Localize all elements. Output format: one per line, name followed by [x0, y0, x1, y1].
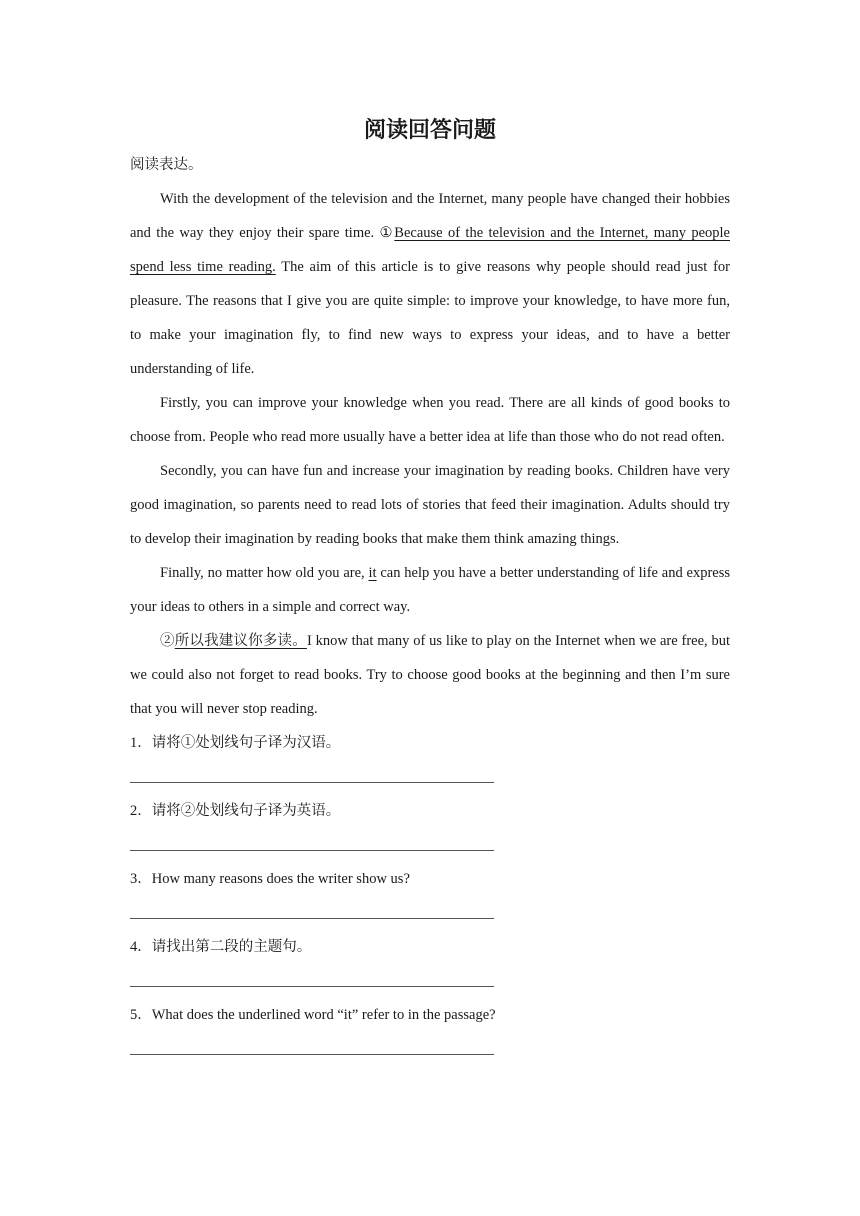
sentence-marker-2: ② [160, 633, 175, 649]
question-1 [130, 726, 730, 760]
paragraph-1-text-b: The aim of this article is to give reasons why people should read just for pleasure. The reasons that I give you are quite simple: to improve your knowledge, to have more fun, to make your imagination fly, to find new ways to express your ideas, and to have a better understanding of life. [130, 259, 730, 377]
questions-section [130, 726, 730, 1066]
reading-passage [130, 182, 730, 726]
question-3 [130, 862, 730, 896]
question-4 [130, 930, 730, 964]
question-text: What does the underlined word “it” refer to in the passage? [151, 1007, 496, 1023]
answer-line-3[interactable] [130, 896, 494, 930]
question-2 [130, 794, 730, 828]
question-number: 4． [130, 939, 152, 955]
underlined-sentence-2: 所以我建议你多读。 [174, 633, 307, 649]
underlined-sentence-1: Because of the television and the Internet, many people spend less time reading. [130, 225, 730, 275]
paragraph-4-text-b: can help you have a better understanding of life and express your ideas to others in a simple and correct way. [130, 565, 730, 615]
paragraph-5-text-b: I know that many of us like to play on the Internet when we are free, but we could also not forget to read books. Try to choose good books at the beginning and then I’m sure that you will never stop reading. [130, 633, 731, 717]
passage-paragraph-2: Firstly, you can improve your knowledge when you read. There are all kinds of good books to choose from. People who read more usually have a better idea at life than those who do not read often. [130, 395, 730, 445]
question-text: 请将①处划线句子译为汉语。 [151, 735, 341, 751]
passage-paragraph-5 [130, 624, 730, 726]
question-text: How many reasons does the writer show us? [151, 871, 410, 887]
sentence-marker-1: ① [379, 225, 395, 241]
question-number: 3． [130, 871, 152, 887]
question-5 [130, 998, 730, 1032]
answer-line-2[interactable] [130, 828, 494, 862]
answer-line-1[interactable] [130, 760, 494, 794]
underlined-word-it: it [368, 565, 377, 581]
passage-paragraph-3: Secondly, you can have fun and increase your imagination by reading books. Children have very good imagination, so parents need to read lots of stories that feed their imagination. Adults should try to develop their imagination by reading books that make them think amazing things. [130, 463, 730, 547]
page-title: 阅读回答问题 [363, 117, 496, 142]
question-number: 2． [130, 803, 152, 819]
paragraph-4-text-a: Finally, no matter how old you are, [160, 565, 369, 581]
question-number: 1． [130, 735, 152, 751]
document-page [130, 112, 730, 1066]
question-text: 请找出第二段的主题句。 [151, 939, 312, 955]
answer-line-4[interactable] [130, 964, 494, 998]
question-number: 5． [130, 1007, 152, 1023]
paragraph-1-text-a: With the development of the television and the Internet, many people have changed their hobbies and the way they enjoy their spare time. [130, 191, 730, 241]
section-instruction: 阅读表达。 [130, 157, 203, 173]
question-text: 请将②处划线句子译为英语。 [151, 803, 341, 819]
answer-line-5[interactable] [130, 1032, 494, 1066]
passage-paragraph-4 [130, 556, 730, 624]
passage-paragraph-1 [130, 182, 730, 386]
